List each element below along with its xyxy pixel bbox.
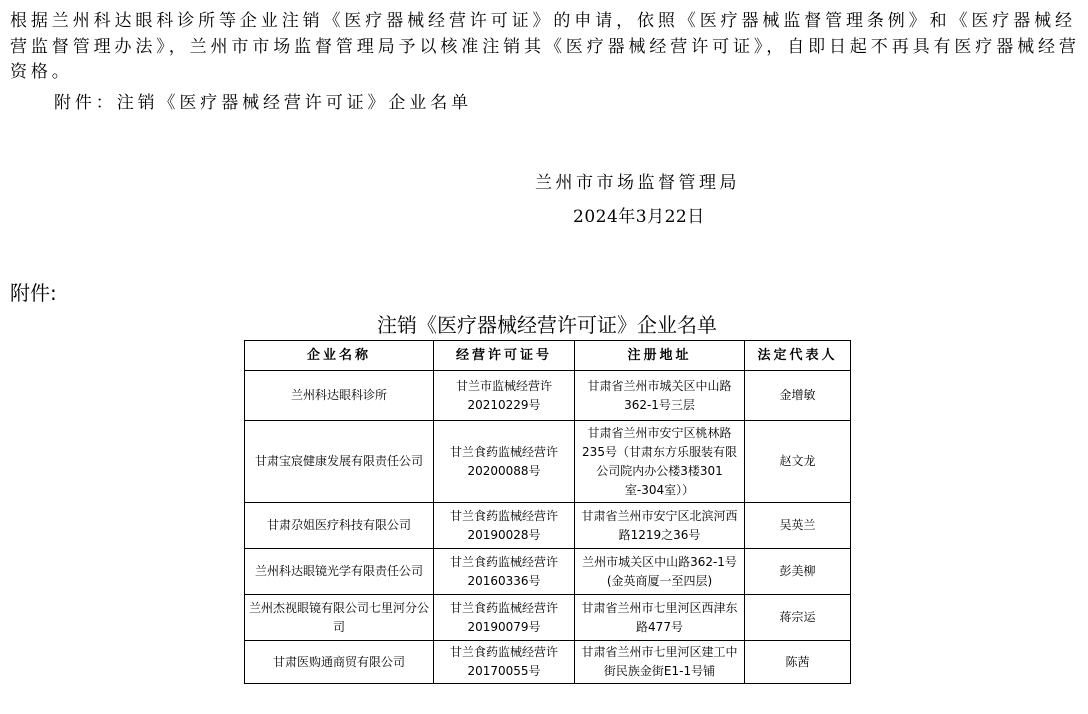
address-cell: 甘肃省兰州市七里河区西津东路477号 (575, 595, 745, 641)
company-table (244, 340, 851, 684)
table-row (245, 595, 851, 641)
representative-cell: 彭美柳 (745, 549, 851, 595)
company-name-cell: 甘肃尕姐医疗科技有限公司 (245, 503, 434, 549)
company-name-cell: 甘肃宝宸健康发展有限责任公司 (245, 421, 434, 503)
issue-date: 2024年3月22日 (573, 207, 705, 227)
table-row (245, 371, 851, 421)
address-cell: 甘肃省兰州市城关区中山路362-1号三层 (575, 371, 745, 421)
address-cell: 甘肃省兰州市七里河区建工中街民族金街E1-1号铺 (575, 641, 745, 684)
address-cell: 甘肃省兰州市安宁区桃林路235号（甘肃东方乐服装有限公司院内办公楼3楼301室-304室）） (575, 421, 745, 503)
company-name-cell: 甘肃医购通商贸有限公司 (245, 641, 434, 684)
header-license-number: 经营许可证号 (434, 341, 575, 371)
license-number-cell: 甘兰食药监械经营许20190028号 (434, 503, 575, 549)
representative-cell: 陈茜 (745, 641, 851, 684)
company-name-cell: 兰州科达眼镜光学有限责任公司 (245, 549, 434, 595)
table-row (245, 421, 851, 503)
representative-cell: 赵文龙 (745, 421, 851, 503)
company-name-cell: 兰州科达眼科诊所 (245, 371, 434, 421)
representative-cell: 蒋宗运 (745, 595, 851, 641)
table-row (245, 641, 851, 684)
representative-cell: 吴英兰 (745, 503, 851, 549)
representative-cell: 金增敏 (745, 371, 851, 421)
attachment-reference: 附件：注销《医疗器械经营许可证》企业名单 (54, 93, 472, 113)
table-row (245, 549, 851, 595)
license-number-cell: 甘兰食药监械经营许20170055号 (434, 641, 575, 684)
notice-body: 根据兰州科达眼科诊所等企业注销《医疗器械经营许可证》的申请，依照《医疗器械监督管理条例》和《医疗器械经营监督管理办法》，兰州市市场监督管理局予以核准注销其《医疗器械经营许可证》，自即日起不再具有医疗器械经营资格。 (10, 11, 1080, 82)
table-title: 注销《医疗器械经营许可证》企业名单 (377, 313, 717, 337)
issuer-name: 兰州市市场监督管理局 (535, 173, 740, 193)
address-cell: 兰州市城关区中山路362-1号(金英商厦一至四层) (575, 549, 745, 595)
address-cell: 甘肃省兰州市安宁区北滨河西路1219之36号 (575, 503, 745, 549)
table-row (245, 503, 851, 549)
header-company-name: 企业名称 (245, 341, 434, 371)
license-number-cell: 甘兰食药监械经营许20190079号 (434, 595, 575, 641)
company-name-cell: 兰州杰视眼镜有限公司七里河分公司 (245, 595, 434, 641)
attachment-label: 附件: (10, 281, 57, 305)
table-header-row (245, 341, 851, 371)
license-number-cell: 甘兰食药监械经营许20200088号 (434, 421, 575, 503)
license-number-cell: 甘兰食药监械经营许20160336号 (434, 549, 575, 595)
header-representative: 法定代表人 (745, 341, 851, 371)
license-number-cell: 甘兰市监械经营许20210229号 (434, 371, 575, 421)
header-address: 注册地址 (575, 341, 745, 371)
